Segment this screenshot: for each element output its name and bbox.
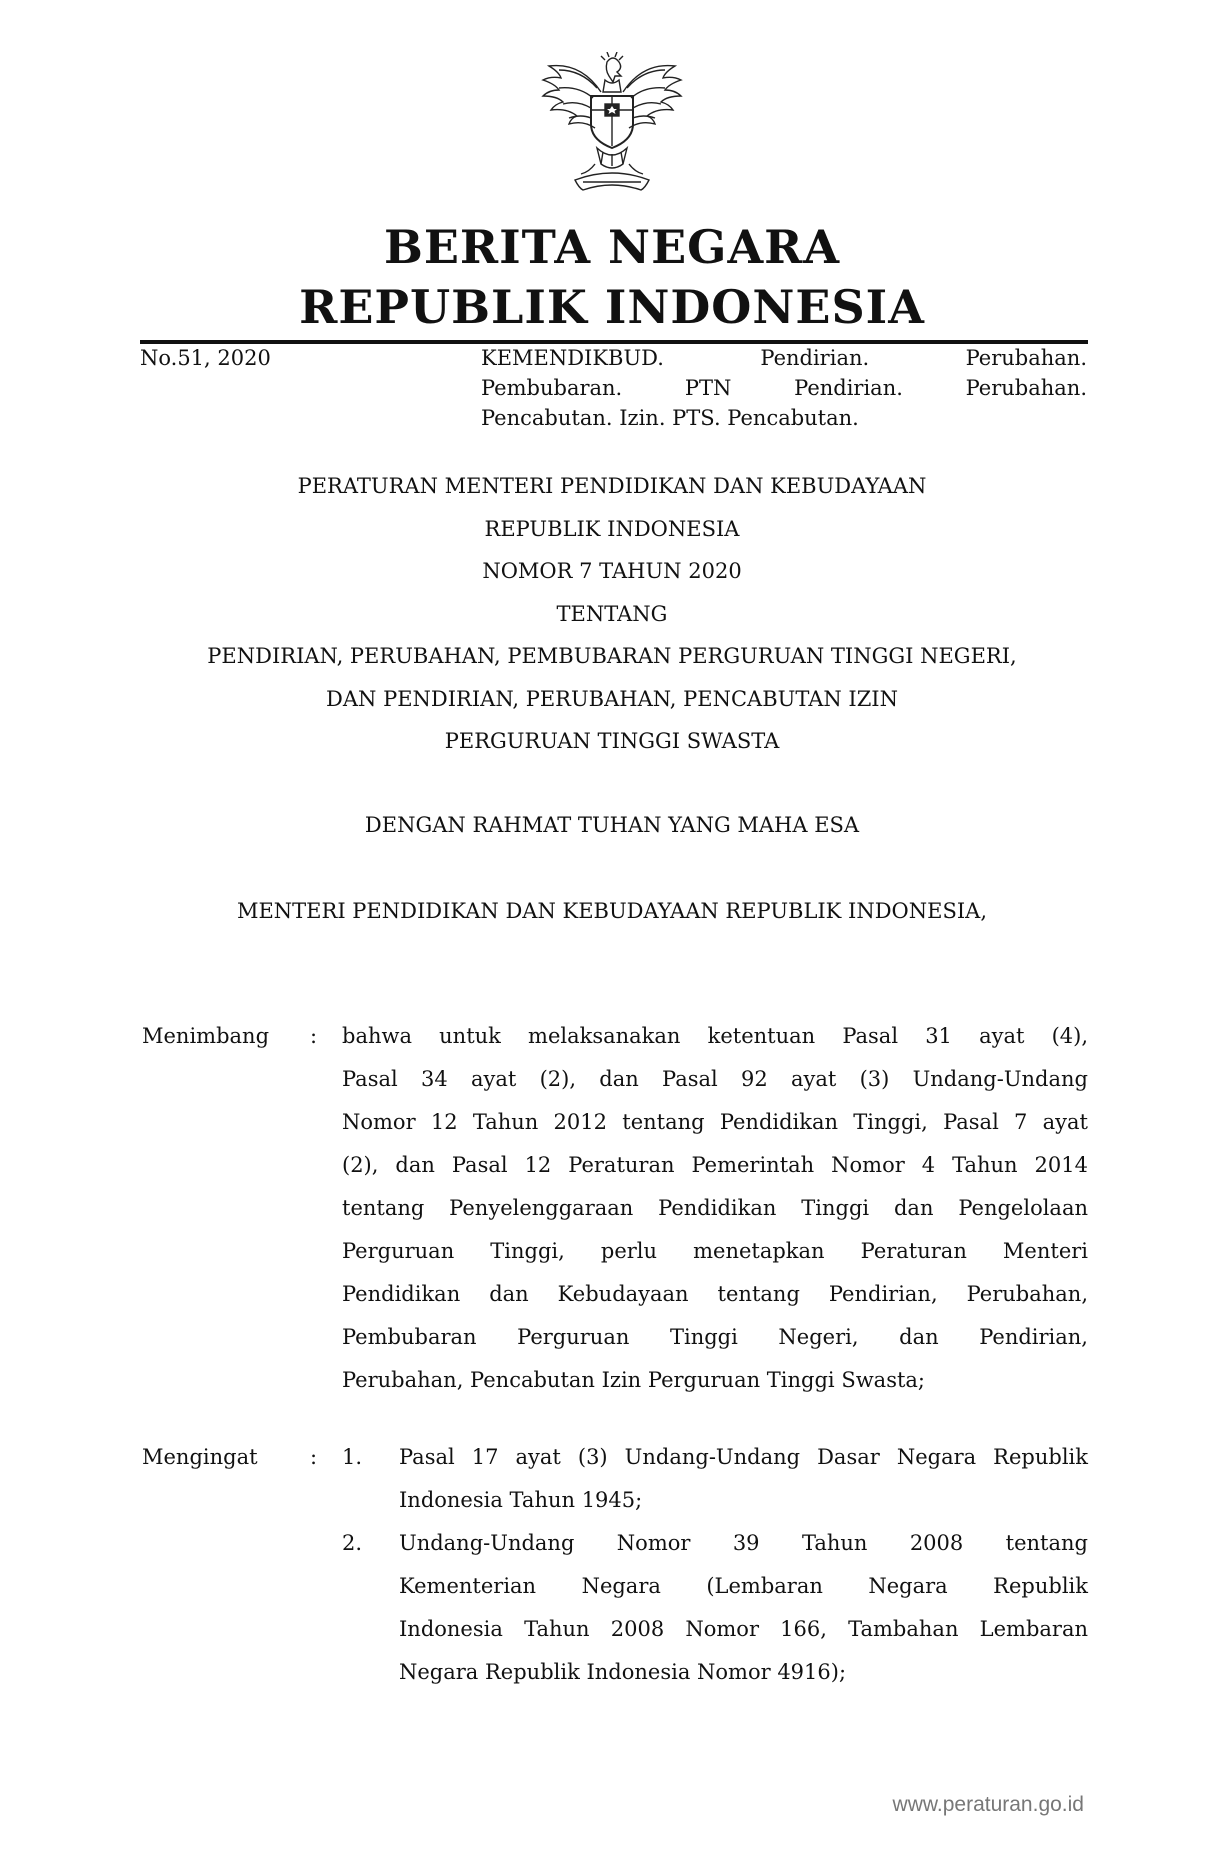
- regulation-issuer: MENTERI PENDIDIKAN DAN KEBUDAYAAN REPUBLIK INDONESIA,: [236, 899, 988, 923]
- menimbang-text: [342, 1015, 1088, 1402]
- subject-line: Pencabutan. Izin. PTS. Pencabutan.: [481, 406, 859, 430]
- menimbang-line: Pendidikan dan Kebudayaan tentang Pendirian, Perubahan,: [342, 1282, 1088, 1306]
- mengingat-item-line: Pasal 17 ayat (3) Undang-Undang Dasar Negara Republik: [399, 1445, 1088, 1469]
- regulation-about: TENTANG: [556, 602, 668, 626]
- menimbang-label: Menimbang: [142, 1024, 270, 1048]
- menimbang-line: Nomor 12 Tahun 2012 tentang Pendidikan Tinggi, Pasal 7 ayat: [342, 1110, 1088, 1134]
- mengingat-item: [399, 1436, 1088, 1522]
- regulation-blessing: DENGAN RAHMAT TUHAN YANG MAHA ESA: [364, 813, 860, 837]
- menimbang-line: Perubahan, Pencabutan Izin Perguruan Tinggi Swasta;: [342, 1368, 926, 1392]
- menimbang-line: Pasal 34 ayat (2), dan Pasal 92 ayat (3) Undang-Undang: [342, 1067, 1088, 1091]
- mengingat-item-line: Undang-Undang Nomor 39 Tahun 2008 tentang: [399, 1531, 1088, 1555]
- mengingat-item-line: Kementerian Negara (Lembaran Negara Republik: [399, 1574, 1088, 1598]
- mengingat-item-line: Negara Republik Indonesia Nomor 4916);: [399, 1660, 847, 1684]
- masthead-subtitle: REPUBLIK INDONESIA: [299, 280, 925, 334]
- regulation-title: PERATURAN MENTERI PENDIDIKAN DAN KEBUDAYAAN: [297, 474, 927, 498]
- mengingat-item-number: 2.: [342, 1531, 363, 1555]
- subject-line: KEMENDIKBUD. Pendirian. Perubahan.: [481, 346, 1087, 370]
- menimbang-line: (2), dan Pasal 12 Peraturan Pemerintah Nomor 4 Tahun 2014: [342, 1153, 1088, 1177]
- mengingat-item: [399, 1522, 1088, 1694]
- mengingat-colon: :: [310, 1445, 318, 1469]
- footer-website-link[interactable]: www.peraturan.go.id: [892, 1793, 1084, 1816]
- regulation-subject-line: PERGURUAN TINGGI SWASTA: [444, 729, 780, 753]
- regulation-subject-line: PENDIRIAN, PERUBAHAN, PEMBUBARAN PERGURUAN TINGGI NEGERI,: [207, 644, 1017, 668]
- mengingat-item-number: 1.: [342, 1445, 363, 1469]
- menimbang-line: Perguruan Tinggi, perlu menetapkan Peraturan Menteri: [342, 1239, 1088, 1263]
- subject-line: Pembubaran. PTN Pendirian. Perubahan.: [481, 376, 1087, 400]
- mengingat-item-line: Indonesia Tahun 1945;: [399, 1488, 643, 1512]
- menimbang-line: tentang Penyelenggaraan Pendidikan Tinggi dan Pengelolaan: [342, 1196, 1088, 1220]
- mengingat-item-line: Indonesia Tahun 2008 Nomor 166, Tambahan Lembaran: [399, 1617, 1088, 1641]
- regulation-country: REPUBLIK INDONESIA: [484, 517, 740, 541]
- gazette-subject: [481, 343, 1087, 433]
- regulation-number: NOMOR 7 TAHUN 2020: [482, 559, 742, 583]
- masthead-title: BERITA NEGARA: [383, 220, 841, 274]
- regulation-subject-line: DAN PENDIRIAN, PERUBAHAN, PENCABUTAN IZIN: [326, 687, 898, 711]
- garuda-emblem-icon: [535, 52, 689, 206]
- mengingat-label: Mengingat: [142, 1445, 258, 1469]
- menimbang-colon: :: [310, 1024, 318, 1048]
- gazette-number: No.51, 2020: [140, 346, 271, 370]
- menimbang-line: bahwa untuk melaksanakan ketentuan Pasal 31 ayat (4),: [342, 1024, 1088, 1048]
- menimbang-line: Pembubaran Perguruan Tinggi Negeri, dan Pendirian,: [342, 1325, 1088, 1349]
